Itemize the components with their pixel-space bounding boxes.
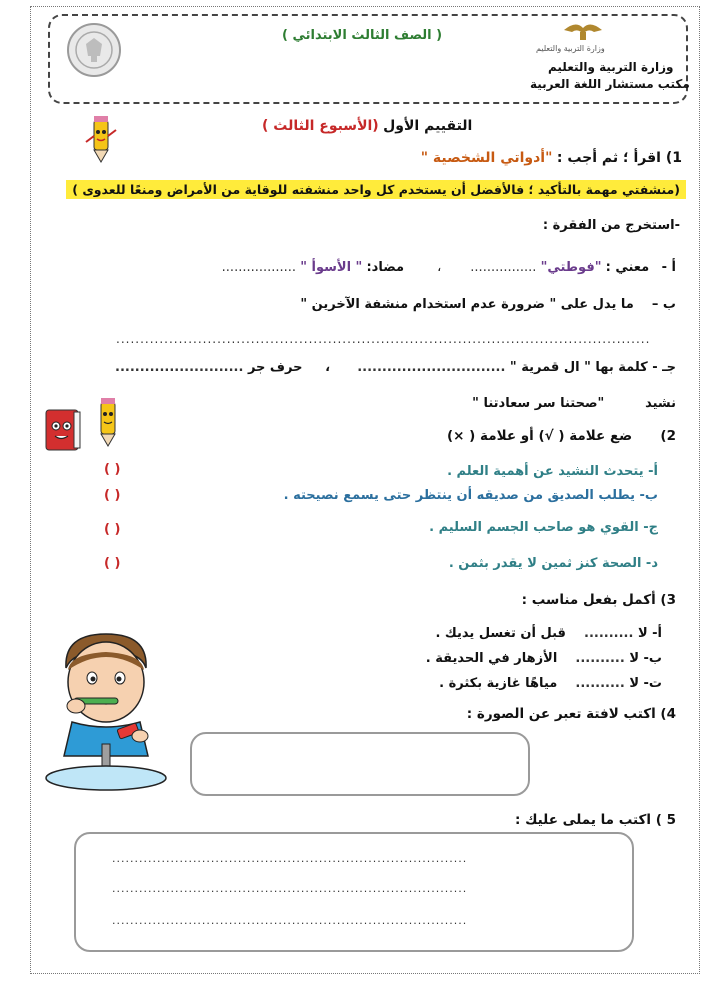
q1-a-meaning-word: "فوطتي"	[540, 260, 602, 275]
book-mascot-icon	[40, 402, 86, 456]
pencil-mascot-2-icon	[92, 396, 126, 450]
assessment-title	[262, 118, 472, 134]
q1-part-b	[300, 297, 676, 312]
q1-c-answer-blank-2[interactable]: ..........................	[115, 360, 244, 375]
q1-c-answer-blank-1[interactable]: ..............................	[357, 360, 506, 375]
song-title: "صحتنا سر سعادتنا "	[472, 396, 605, 411]
q4-answer-box[interactable]	[190, 732, 530, 796]
q1-passage	[66, 182, 686, 197]
q3-item-1-blank[interactable]: ..........	[584, 626, 634, 641]
q3-item-3-label: ت- لا	[629, 676, 662, 691]
assessment-title-main: التقييم الأول	[383, 118, 473, 134]
q5-prompt: 5 ) اكتب ما يملى عليك :	[515, 812, 676, 828]
q2-item-4: د- الصحة كنز ثمين لا يقدر بثمن .	[448, 556, 658, 571]
q3-item-2-text: الأزهار في الحديقة .	[425, 651, 558, 666]
song-label: نشيد	[645, 396, 676, 411]
ministry-seal-logo	[66, 22, 122, 78]
q3-item-2	[426, 651, 662, 666]
assessment-title-week: (الأسبوع الثالث )	[262, 118, 379, 134]
q3-item-3-text: مياهًا غازية بكثرة .	[439, 676, 558, 691]
q1-title: "أدواتي الشخصية "	[420, 150, 553, 166]
song-line	[472, 396, 676, 411]
q2-item-1: أ- يتحدث النشيد عن أهمية العلم .	[447, 464, 658, 479]
ministry-name: وزارة التربية والتعليم	[548, 60, 674, 74]
q1-b-answer-blank[interactable]: ...............................................................................................................	[116, 332, 651, 346]
q2-item-1-mark[interactable]: ( )	[104, 462, 121, 477]
q2-number: 2)	[660, 428, 676, 444]
q1-b-text: ما يدل على " ضرورة عدم استخدام منشفة الآخرين "	[300, 297, 634, 312]
q3-item-1-text: قبل أن تغسل يديك .	[435, 626, 566, 641]
q2-item-4-mark[interactable]: ( )	[104, 556, 121, 571]
q5-line-3[interactable]: ...............................................................................	[112, 914, 468, 927]
q1-heading	[421, 150, 682, 166]
q1-b-label: ب –	[651, 297, 676, 312]
q2-item-3: ج- القوي هو صاحب الجسم السليم .	[429, 520, 658, 535]
q1-a-meaning-label: معني :	[605, 260, 650, 275]
q1-a-answer-blank-2[interactable]: ..................	[221, 260, 297, 275]
q3-prompt: 3) أكمل بفعل مناسب :	[521, 592, 676, 608]
boy-brushing-teeth-illustration	[44, 628, 168, 794]
q1-c-label: جـ -	[652, 360, 676, 375]
q2-item-2-mark[interactable]: ( )	[104, 488, 121, 503]
pencil-mascot-icon	[84, 112, 120, 168]
office-name: مكتب مستشار اللغة العربية	[530, 77, 690, 91]
q4-prompt: 4) اكتب لافتة تعبر عن الصورة :	[466, 706, 676, 722]
q1-a-opposite-label: مضاد:	[366, 260, 405, 275]
q1-part-c	[115, 360, 676, 375]
grade-label: ( الصف الثالث الابتدائي )	[282, 28, 443, 43]
q2-prompt: ضع علامة ( √) أو علامة ( ×)	[447, 428, 633, 444]
ministry-eagle-logo	[560, 20, 606, 46]
logo-caption: وزارة التربية والتعليم	[536, 44, 605, 53]
q5-line-2[interactable]: ...............................................................................	[112, 882, 468, 895]
q1-part-a	[222, 260, 676, 275]
q2-item-3-mark[interactable]: ( )	[104, 522, 121, 537]
q1-extract: -استخرج من الفقرة :	[542, 218, 680, 233]
q1-prompt: 1) اقرأ ؛ ثم أجب :	[556, 150, 682, 166]
q3-item-3-blank[interactable]: ..........	[575, 676, 625, 691]
q1-passage-text: (منشفتي مهمة بالتأكيد ؛ فالأفضل أن يستخدم كل واحد منشفته للوقاية من الأمراض ومنعًا للعدوى )	[66, 180, 686, 199]
q1-c-comma: ،	[325, 360, 331, 375]
q1-a-answer-blank-1[interactable]: ................	[470, 260, 537, 275]
q3-item-1	[435, 626, 662, 641]
q1-a-comma: ،	[437, 260, 442, 275]
q3-item-2-blank[interactable]: ..........	[575, 651, 625, 666]
q2-heading	[447, 428, 676, 444]
q3-item-3	[439, 676, 662, 691]
q1-a-opposite-word: " الأسوأ "	[300, 260, 363, 275]
q3-item-2-label: ب- لا	[629, 651, 662, 666]
q1-c-text2: حرف جر	[247, 360, 303, 375]
q1-a-label: أ -	[661, 260, 676, 275]
q5-line-1[interactable]: ...............................................................................	[112, 852, 468, 865]
q2-item-2: ب- يطلب الصديق من صديقه أن ينتظر حتى يسمع نصيحته .	[283, 488, 658, 503]
q1-c-text1: كلمة بها " ال قمرية "	[509, 360, 648, 375]
q3-item-1-label: أ- لا	[637, 626, 662, 641]
